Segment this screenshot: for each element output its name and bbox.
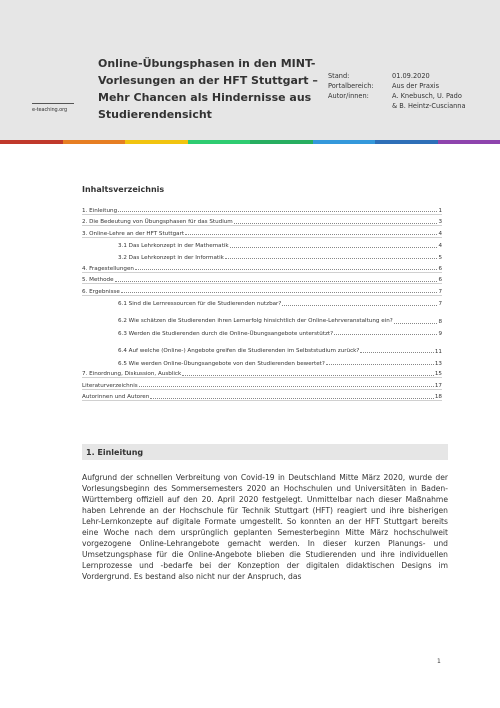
- meta-value-authors-2: & B. Heintz-Cuscianna: [392, 102, 466, 110]
- toc-entry-page: 4: [438, 243, 442, 250]
- toc-entry-page: 8: [438, 319, 442, 326]
- toc-leader-dots: [115, 281, 438, 282]
- toc-entry-page: 1: [438, 207, 442, 214]
- document-title: Online-Übungsphasen in den MINT-Vorlesungen an der HFT Stuttgart – Mehr Chancen als Hindernisse aus Studierendensicht: [98, 57, 318, 121]
- table-of-contents: [82, 203, 442, 401]
- page-number: 1: [437, 658, 441, 665]
- toc-entry-title: 1. Einleitung: [82, 207, 118, 214]
- color-bar-segment: [0, 140, 63, 144]
- color-bar-segment: [313, 140, 376, 144]
- toc-leader-dots: [182, 375, 434, 376]
- toc-entry-page: 18: [434, 394, 442, 401]
- toc-leader-dots: [121, 292, 438, 293]
- toc-entry[interactable]: [82, 249, 442, 261]
- toc-leader-dots: [360, 352, 433, 353]
- toc-entry[interactable]: [82, 355, 442, 367]
- toc-leader-dots: [230, 247, 438, 248]
- toc-entry[interactable]: [82, 284, 442, 296]
- meta-value-date: 01.09.2020: [392, 72, 430, 80]
- toc-entry-page: 4: [438, 230, 442, 237]
- color-bar-segment: [188, 140, 251, 144]
- toc-entry-page: 7: [438, 288, 442, 295]
- color-bar-segment: [438, 140, 500, 144]
- meta-value-authors-1: A. Knebusch, U. Pado: [392, 92, 462, 100]
- toc-entry-title: 3.2 Das Lehrkonzept in der Informatik: [118, 254, 224, 261]
- meta-label-stand: Stand:: [328, 72, 350, 80]
- toc-entry-title: 5. Methode: [82, 277, 114, 284]
- toc-entry[interactable]: [82, 261, 442, 273]
- toc-entry[interactable]: [82, 390, 442, 402]
- toc-leader-dots: [135, 269, 438, 270]
- color-bar-segment: [375, 140, 438, 144]
- toc-entry[interactable]: [82, 226, 442, 238]
- logo-text: e-teaching.org: [32, 107, 68, 113]
- toc-entry-page: 5: [438, 254, 442, 261]
- body-paragraph: Aufgrund der schnellen Verbreitung von Covid-19 in Deutschland Mitte März 2020, wurde der Vorlesungsbeginn des Sommersemesters 2020 an Hochschulen und Universitäten in Baden-Württemberg offiziell auf den 20. April 2020 festgelegt. Unmittelbar nach dieser Maßnahme haben Lehrende an der Hochschule für Technik Stuttgart (HFT) reagiert und ihre bisherigen Lehr-Lernkonzepte auf digitale Formate umgestellt. So konnten an der HFT Stuttgart bereits eine Woche nach dem ursprünglich geplanten Semesterbeginn Mitte März hochschulweit vorgezogene Online-Lehrangebote gemacht werden. In dieser kurzen Planungs- und Umsetzungsphase für die Online-Angebote blieben die Studierenden und ihre individuellen Lernprozesse und -bedarfe bei der Konzeption der digitalen didaktischen Designs im Vordergrund. Es bestand also nicht nur der Anspruch, das: [82, 473, 448, 581]
- toc-entry[interactable]: [82, 238, 442, 250]
- toc-entry[interactable]: [82, 296, 442, 308]
- toc-entry-page: 9: [438, 330, 442, 337]
- document-header: [0, 0, 500, 140]
- section-heading-bar: [82, 444, 448, 460]
- toc-entry-page: 15: [434, 371, 442, 378]
- toc-leader-dots: [225, 258, 438, 259]
- toc-entry-page: 11: [434, 348, 442, 355]
- meta-values: [392, 71, 466, 111]
- toc-entry[interactable]: [82, 307, 442, 325]
- toc-entry-title: 6.2 Wie schätzen die Studierenden ihren Lernerfolg hinsichtlich der Online-Lehrveranstaltung ein?: [118, 318, 393, 325]
- toc-entry[interactable]: [82, 325, 442, 337]
- toc-entry-title: 6.1 Sind die Lernressourcen für die Studierenden nutzbar?: [118, 301, 282, 308]
- toc-entry[interactable]: [82, 203, 442, 215]
- toc-leader-dots: [150, 398, 434, 399]
- toc-entry-page: 7: [438, 301, 442, 308]
- toc-entry-title: 7. Einordnung, Diskussion, Ausblick: [82, 371, 182, 378]
- toc-entry[interactable]: [82, 378, 442, 390]
- color-bar-segment: [250, 140, 313, 144]
- toc-entry-page: 13: [434, 360, 442, 367]
- toc-entry-page: 6: [438, 277, 442, 284]
- toc-entry[interactable]: [82, 215, 442, 227]
- toc-leader-dots: [394, 323, 438, 324]
- toc-entry-title: 6.3 Werden die Studierenden durch die Online-Übungsangebote unterstützt?: [118, 330, 334, 337]
- toc-entry-page: 3: [438, 219, 442, 226]
- toc-entry-title: Autorinnen und Autoren: [82, 394, 150, 401]
- toc-entry-page: 6: [438, 265, 442, 272]
- toc-entry-title: 3.1 Das Lehrkonzept in der Mathematik: [118, 243, 229, 250]
- e-teaching-logo: [32, 103, 74, 113]
- toc-entry[interactable]: [82, 273, 442, 285]
- color-bar-segment: [125, 140, 188, 144]
- meta-label-portal: Portalbereich:: [328, 82, 374, 90]
- toc-entry[interactable]: [82, 367, 442, 379]
- rainbow-divider: [0, 140, 500, 144]
- toc-entry-title: 3. Online-Lehre an der HFT Stuttgart: [82, 230, 185, 237]
- toc-leader-dots: [282, 305, 437, 306]
- toc-leader-dots: [326, 364, 434, 365]
- toc-entry[interactable]: [82, 337, 442, 355]
- toc-leader-dots: [234, 223, 438, 224]
- toc-entry-title: 6.4 Auf welche (Online-) Angebote greifen die Studierenden im Selbststudium zurück?: [118, 347, 360, 354]
- toc-entry-title: 4. Fragestellungen: [82, 265, 134, 272]
- toc-leader-dots: [118, 211, 437, 212]
- toc-leader-dots: [334, 334, 437, 335]
- meta-label-authors: Autor/innen:: [328, 92, 369, 100]
- toc-entry-title: 6.5 Wie werden Online-Übungsangebote von den Studierenden bewertet?: [118, 360, 325, 367]
- toc-entry-title: 6. Ergebnisse: [82, 288, 120, 295]
- toc-leader-dots: [185, 234, 437, 235]
- section-heading: 1. Einleitung: [86, 447, 144, 457]
- toc-entry-title: Literaturverzeichnis: [82, 382, 138, 389]
- logo-rule: [32, 103, 74, 104]
- meta-labels: [328, 71, 374, 101]
- color-bar-segment: [63, 140, 126, 144]
- toc-entry-page: 17: [434, 382, 442, 389]
- toc-leader-dots: [139, 386, 434, 387]
- toc-entry-title: 2. Die Bedeutung von Übungsphasen für das Studium: [82, 219, 233, 226]
- toc-heading: Inhaltsverzeichnis: [82, 185, 165, 194]
- meta-value-portal: Aus der Praxis: [392, 82, 440, 90]
